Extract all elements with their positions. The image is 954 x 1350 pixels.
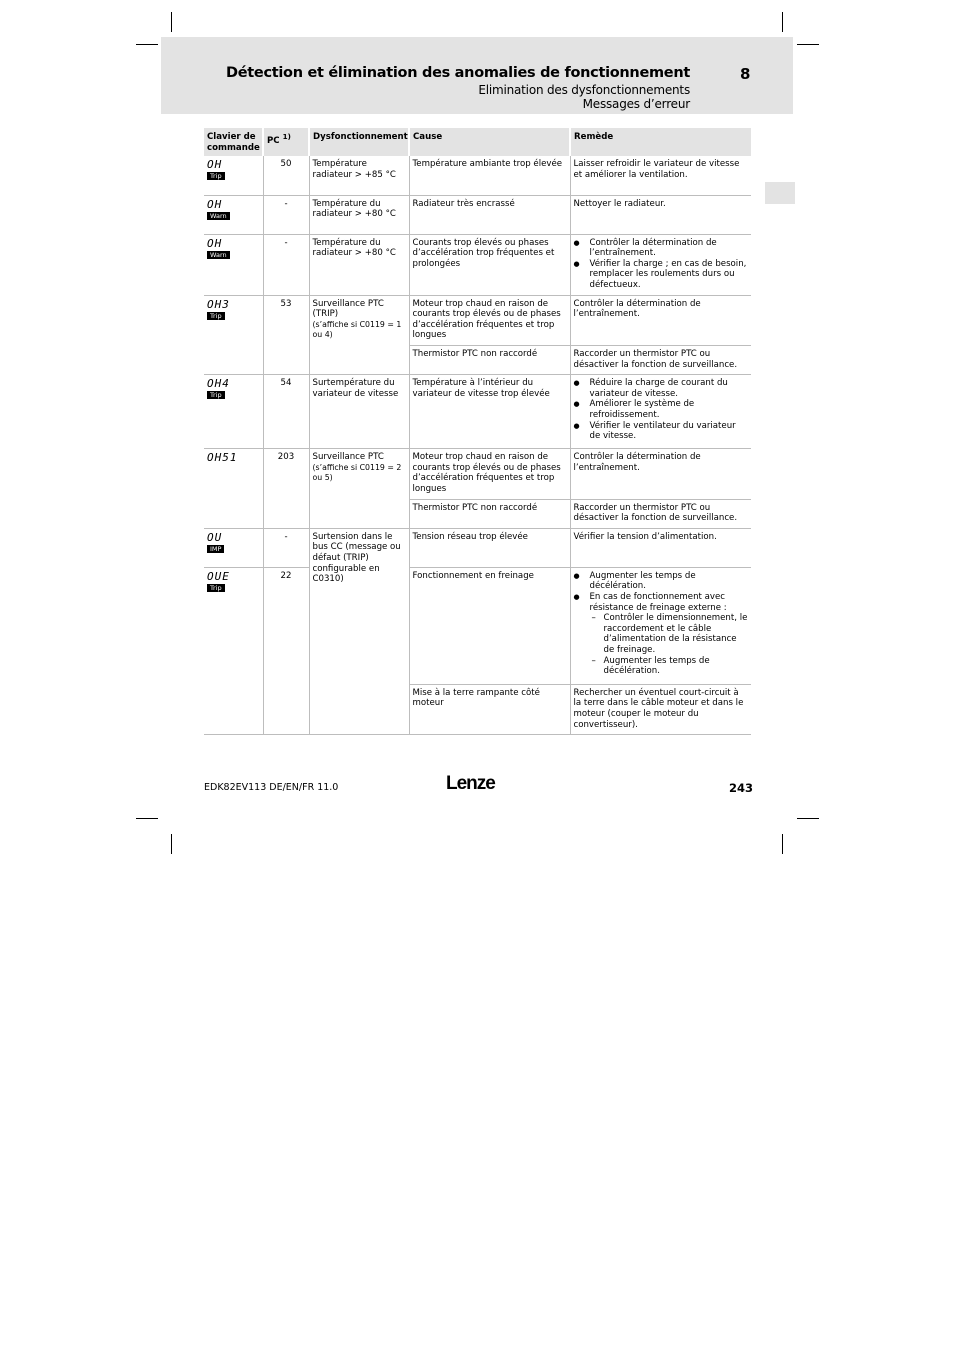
cause-text: Tension réseau trop élevée [409, 528, 570, 567]
crop-mark [171, 12, 172, 32]
cause-text: Fonctionnement en freinage [409, 567, 570, 684]
table-row [204, 156, 751, 195]
remedy-item [590, 592, 749, 677]
remedy-text: Rechercher un éventuel court-circuit à la terre dans le câble moteur et dans le moteur (couper le moteur du convertisseur). [570, 684, 751, 734]
col-header-remedy: Remède [570, 128, 751, 156]
pc-code: 50 [263, 156, 309, 195]
table-header-row [204, 128, 751, 156]
malfunction-text: Surtension dans le bus CC (message ou défaut (TRIP) configurable en C0310) [309, 528, 409, 684]
section-subtitle: Elimination des dysfonctionnements [478, 83, 690, 97]
cause-text: Thermistor PTC non raccordé [409, 499, 570, 528]
display-code: OH [207, 158, 223, 172]
keypad-cell [204, 195, 263, 234]
status-badge: IMP [207, 545, 224, 553]
remedy-text: Vérifier la tension d’alimentation. [570, 528, 751, 567]
malfunction-empty [309, 684, 409, 734]
keypad-cell [204, 234, 263, 295]
display-code: OH3 [207, 297, 230, 311]
table-row [204, 567, 751, 684]
pc-code: - [263, 528, 309, 567]
crop-mark [136, 44, 158, 45]
status-badge: Warn [207, 251, 230, 259]
remedy-subitem: – Contrôler le dimensionnement, le raccordement et le câble d’alimentation de la résistance de freinage. [604, 613, 749, 655]
crop-mark [782, 12, 783, 32]
remedy-text: Nettoyer le radiateur. [570, 195, 751, 234]
footnote-ref: 1) [282, 132, 291, 141]
crop-mark [797, 818, 819, 819]
table-row [204, 528, 751, 567]
remedy-cell [570, 234, 751, 295]
pc-label: PC [267, 135, 280, 146]
remedy-item: ● Augmenter les temps de décélération. [590, 571, 749, 592]
remedy-sublist [590, 613, 749, 677]
display-code: OH51 [207, 451, 238, 465]
display-code: OH4 [207, 377, 230, 391]
cause-text: Température à l’intérieur du variateur de vitesse trop élevée [409, 375, 570, 449]
malfunction-note: (s’affiche si C0119 = 1 ou 4) [312, 319, 402, 340]
remedy-list [574, 378, 749, 442]
remedy-item: ● Contrôler la détermination de l’entraînement. [590, 238, 749, 259]
remedy-list [574, 571, 749, 677]
col-header-cause: Cause [409, 128, 570, 156]
display-code: OH [207, 197, 223, 211]
cause-text: Thermistor PTC non raccordé [409, 346, 570, 375]
cause-text: Mise à la terre rampante côté moteur [409, 684, 570, 734]
section-subtitle: Messages d’erreur [582, 97, 690, 111]
crop-mark [171, 834, 172, 854]
status-badge: Trip [207, 312, 225, 320]
chapter-side-tab [765, 182, 795, 204]
malfunction-text: Température du radiateur > +80 °C [309, 195, 409, 234]
status-badge: Warn [207, 212, 230, 220]
remedy-subitem: – Augmenter les temps de décélération. [604, 656, 749, 677]
table-row [204, 234, 751, 295]
crop-mark [797, 44, 819, 45]
remedy-cell [570, 375, 751, 449]
page-title: Détection et élimination des anomalies de fonctionnement [226, 65, 690, 81]
cause-text: Radiateur très encrassé [409, 195, 570, 234]
table-row [204, 195, 751, 234]
col-header-keypad: Clavier de commande [204, 128, 263, 156]
malfunction-text: Température radiateur > +85 °C [309, 156, 409, 195]
display-code: OUE [207, 569, 230, 583]
malfunction-note: (s’affiche si C0119 = 2 ou 5) [312, 462, 402, 483]
cause-text: Moteur trop chaud en raison de courants trop élevés ou de phases d’accélération fréquentes et trop longues [409, 295, 570, 345]
pc-code: 22 [263, 567, 309, 734]
malfunction-text: Surveillance PTC (TRIP) [312, 298, 384, 320]
remedy-list [574, 238, 749, 291]
malfunction-cell [309, 449, 409, 529]
remedy-item: ● Améliorer le système de refroidissement. [590, 399, 749, 420]
malfunction-text: Surtempérature du variateur de vitesse [309, 375, 409, 449]
crop-mark [136, 818, 158, 819]
cause-text: Courants trop élevés ou phases d’accélération trop fréquentes et prolongées [409, 234, 570, 295]
status-badge: Trip [207, 391, 225, 399]
remedy-cell [570, 567, 751, 684]
remedy-text: Laisser refroidir le variateur de vitesse et améliorer la ventilation. [570, 156, 751, 195]
table-row [204, 295, 751, 345]
col-header-pc [263, 128, 309, 156]
crop-mark [782, 834, 783, 854]
malfunction-text: Surveillance PTC [312, 452, 384, 463]
pc-code: - [263, 234, 309, 295]
pc-code: 54 [263, 375, 309, 449]
table-row [204, 375, 751, 449]
document-reference: EDK82EV113 DE/EN/FR 11.0 [204, 782, 339, 793]
chapter-number: 8 [740, 65, 751, 83]
col-header-malfunction: Dysfonctionnement [309, 128, 409, 156]
cause-text: Moteur trop chaud en raison de courants trop élevés ou de phases d’accélération fréquentes et trop longues [409, 449, 570, 499]
display-code: OH [207, 236, 223, 250]
malfunction-text: Température du radiateur > +80 °C [309, 234, 409, 295]
keypad-cell [204, 156, 263, 195]
remedy-text: Contrôler la détermination de l’entraînement. [570, 449, 751, 499]
lenze-logo: Lenze [446, 773, 495, 794]
remedy-item: ● Réduire la charge de courant du variateur de vitesse. [590, 378, 749, 399]
remedy-item: ● Vérifier la charge ; en cas de besoin, remplacer les roulements durs ou défectueux. [590, 259, 749, 291]
display-code: OU [207, 530, 223, 544]
keypad-cell [204, 567, 263, 734]
remedy-text: Contrôler la détermination de l’entraînement. [570, 295, 751, 345]
table-row [204, 449, 751, 499]
error-messages-table [204, 128, 751, 735]
status-badge: Trip [207, 584, 225, 592]
remedy-text: Raccorder un thermistor PTC ou désactiver la fonction de surveillance. [570, 499, 751, 528]
keypad-cell [204, 449, 263, 529]
remedy-item-text: En cas de fonctionnement avec résistance de freinage externe : [589, 592, 727, 613]
remedy-text: Raccorder un thermistor PTC ou désactiver la fonction de surveillance. [570, 346, 751, 375]
page-number: 243 [729, 781, 754, 795]
keypad-cell [204, 528, 263, 567]
cause-text: Température ambiante trop élevée [409, 156, 570, 195]
keypad-cell [204, 375, 263, 449]
remedy-item: ● Vérifier le ventilateur du variateur de vitesse. [590, 421, 749, 442]
pc-code: 203 [263, 449, 309, 529]
keypad-cell [204, 295, 263, 375]
malfunction-cell [309, 295, 409, 375]
status-badge: Trip [207, 172, 225, 180]
pc-code: 53 [263, 295, 309, 375]
pc-code: - [263, 195, 309, 234]
